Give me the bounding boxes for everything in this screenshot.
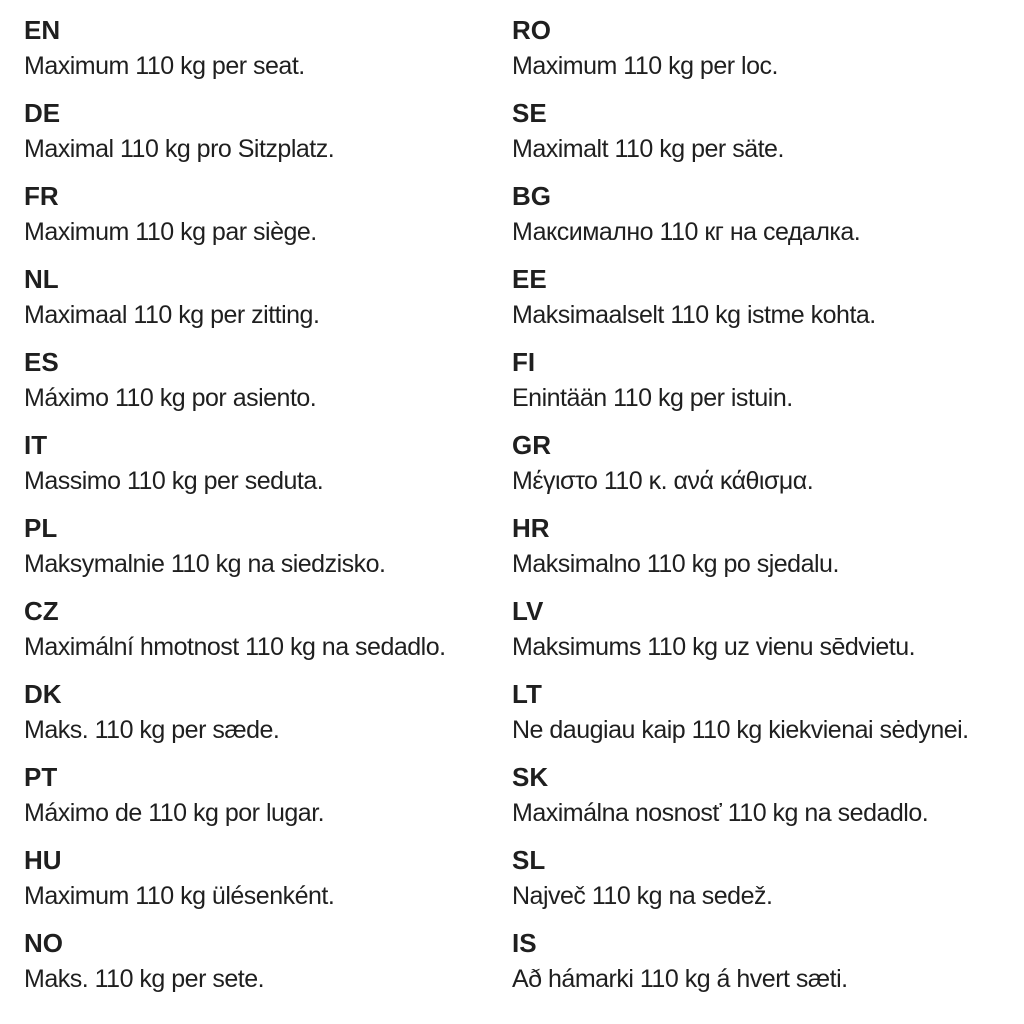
language-code-label: ES [24, 347, 59, 377]
translation-text: Maksimaalselt 110 kg istme kohta. [512, 301, 876, 329]
language-code-label: FR [24, 181, 59, 211]
language-code-label: RO [512, 15, 551, 45]
language-entry [512, 344, 1024, 416]
language-entry [24, 344, 504, 416]
language-entry [512, 925, 1024, 997]
language-entry [24, 95, 504, 167]
language-code-label: HU [24, 845, 62, 875]
language-entry [512, 178, 1024, 250]
language-code-label: GR [512, 430, 551, 460]
language-entry [512, 427, 1024, 499]
translation-text: Maksimums 110 kg uz vienu sēdvietu. [512, 633, 916, 661]
translation-text: Að hámarki 110 kg á hvert sæti. [512, 965, 848, 993]
translation-text: Ne daugiau kaip 110 kg kiekvienai sėdynei. [512, 716, 969, 744]
language-entry [24, 842, 504, 914]
language-code-label: IT [24, 430, 48, 460]
language-entry [512, 593, 1024, 665]
translation-text: Maksymalnie 110 kg na siedzisko. [24, 550, 386, 578]
language-entry [512, 759, 1024, 831]
translation-text: Massimo 110 kg per seduta. [24, 467, 324, 495]
translation-text: Maximal 110 kg pro Sitzplatz. [24, 135, 335, 163]
translation-text: Maks. 110 kg per sete. [24, 965, 265, 993]
language-entry [24, 759, 504, 831]
language-code-label: PT [24, 762, 58, 792]
language-code-label: DK [24, 679, 62, 709]
language-code-label: BG [512, 181, 551, 211]
language-entry [24, 510, 504, 582]
translation-text: Maximum 110 kg per loc. [512, 52, 778, 80]
translation-text: Maximum 110 kg ülésenként. [24, 882, 335, 910]
language-entry [24, 427, 504, 499]
language-entry [24, 261, 504, 333]
language-code-label: PL [24, 513, 58, 543]
translation-text: Maksimalno 110 kg po sjedalu. [512, 550, 839, 578]
translation-text: Μέγιστο 110 κ. ανά κάθισμα. [512, 467, 814, 495]
language-code-label: SK [512, 762, 549, 792]
translation-text: Maximum 110 kg par siège. [24, 218, 317, 246]
translation-text: Maximaal 110 kg per zitting. [24, 301, 320, 329]
language-code-label: EN [24, 15, 61, 45]
language-code-label: SL [512, 845, 546, 875]
translation-text: Máximo de 110 kg por lugar. [24, 799, 325, 827]
translation-text: Maximum 110 kg per seat. [24, 52, 305, 80]
language-entry [512, 261, 1024, 333]
language-entry [24, 593, 504, 665]
translation-text: Maks. 110 kg per sæde. [24, 716, 280, 744]
language-code-label: NO [24, 928, 63, 958]
translation-text: Maximálna nosnosť 110 kg na sedadlo. [512, 799, 929, 827]
language-column-left [24, 12, 504, 1008]
language-code-label: NL [24, 264, 59, 294]
translation-text: Maximální hmotnost 110 kg na sedadlo. [24, 633, 446, 661]
language-code-label: FI [512, 347, 536, 377]
language-entry [24, 12, 504, 84]
language-entry [512, 842, 1024, 914]
language-entry [512, 510, 1024, 582]
language-entry [24, 178, 504, 250]
language-code-label: LV [512, 596, 544, 626]
translation-text: Največ 110 kg na sedež. [512, 882, 773, 910]
language-code-label: EE [512, 264, 547, 294]
language-code-label: SE [512, 98, 547, 128]
language-entry [512, 12, 1024, 84]
language-entry [512, 676, 1024, 748]
translation-text: Максимално 110 кг на седалка. [512, 218, 861, 246]
language-code-label: IS [512, 928, 537, 958]
language-column-right [512, 12, 1024, 1008]
translation-text: Maximalt 110 kg per säte. [512, 135, 784, 163]
language-entry [24, 676, 504, 748]
translation-text: Enintään 110 kg per istuin. [512, 384, 793, 412]
translation-text: Máximo 110 kg por asiento. [24, 384, 317, 412]
language-entry [24, 925, 504, 997]
language-code-label: LT [512, 679, 542, 709]
language-code-label: DE [24, 98, 61, 128]
language-code-label: HR [512, 513, 550, 543]
language-code-label: CZ [24, 596, 59, 626]
language-entry [512, 95, 1024, 167]
